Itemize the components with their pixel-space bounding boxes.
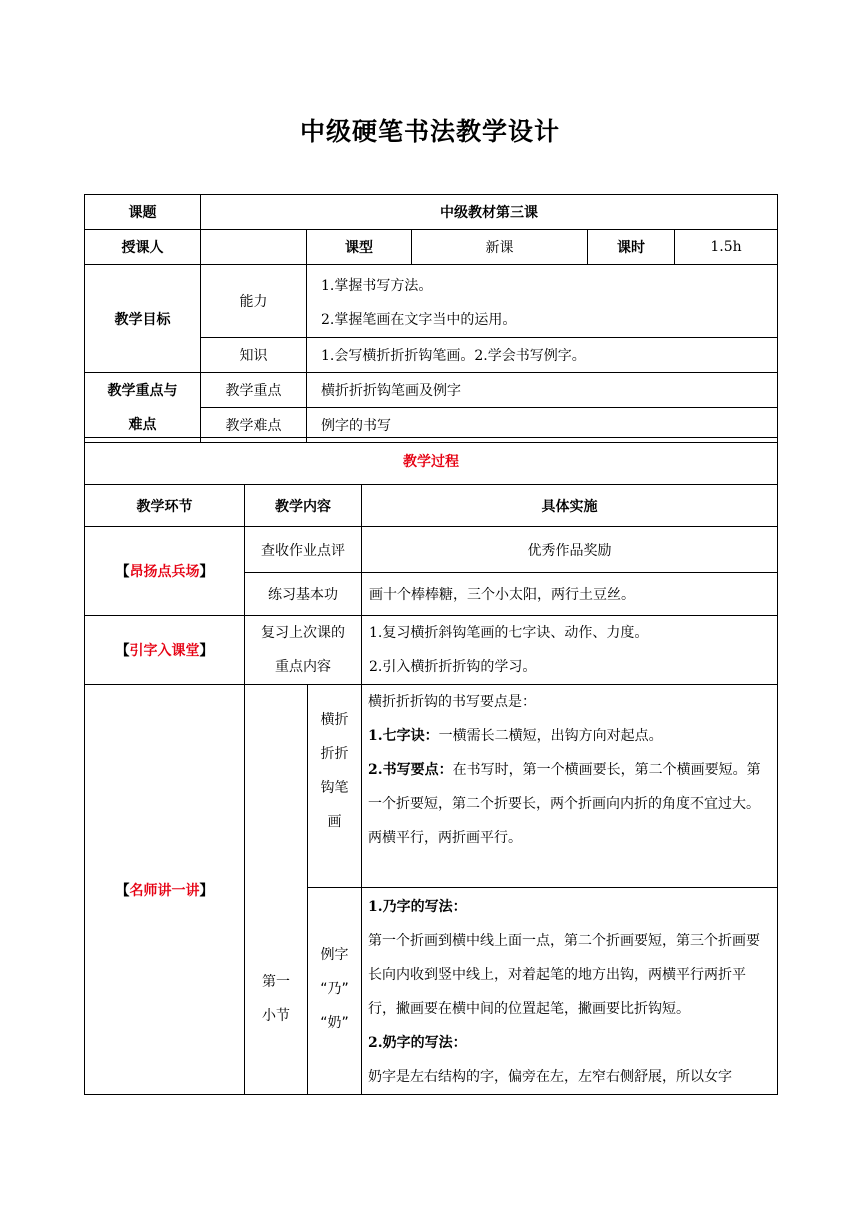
stroke-point-2-text: 在书写时，第一个横画要长，第二个横画要短。第一个折要短，第二个折要长，两个折画向内折的角度不宜过大。两横平行，两折画平行。 [368,762,761,846]
page-title: 中级硬笔书法教学设计 [299,117,560,146]
example-2-text: 奶字是左右结构的字，偏旁在左，左窄右侧舒展，所以女字 [368,1069,732,1085]
sec2-impl-line-1: 1.复习横折斜钩笔画的七字诀、动作、力度。 [369,625,649,641]
sec2-impl-line-2: 2.引入横折折折钩的学习。 [369,659,537,675]
info-table [84,194,778,443]
type-label: 课型 [307,230,412,265]
teacher-value [201,230,307,265]
stroke-label-3: 钩笔 [320,780,349,796]
hours-label: 课时 [588,230,675,265]
subsection-label-1: 第一 [262,974,290,990]
example-1-text: 第一个折画到横中线上面一点，第二个折画要短，第三个折画要长向内收到竖中线上，对着起笔的地方出钩，两横平行两折平行，撇画要在横中间的位置起笔，撇画要比折钩短。 [368,933,760,1017]
key-label: 教学重点 [201,373,307,408]
stroke-point-2-label: 2.书写要点： [368,762,453,778]
stroke-label-2: 折折 [320,746,349,762]
section-2-name: 【引字入课堂】 [85,616,245,685]
sec1-row1-content: 查收作业点评 [245,527,362,573]
section-2-title: 引字入课堂 [129,643,200,659]
example-1-heading: 1.乃字的写法： [368,899,467,915]
stroke-point-1-text: 一横需长二横短，出钩方向对起点。 [438,728,663,744]
ability-item-1: 1.掌握书写方法。 [321,278,433,294]
process-heading: 教学过程 [85,438,778,485]
knowledge-text: 1.会写横折折折钩笔画。2.学会书写例字。 [307,338,778,373]
section-3-name: 【名师讲一讲】 [85,685,245,1095]
example-label-2: “乃” [320,981,349,997]
col-header-content: 教学内容 [245,485,362,527]
subsection-label-2: 小节 [262,1008,290,1024]
sec2-content-line-2: 重点内容 [275,659,331,675]
col-header-stage: 教学环节 [85,485,245,527]
section-1-title: 昂扬点兵场 [129,564,200,580]
sec1-row2-impl: 画十个棒棒糖，三个小太阳，两行土豆丝。 [362,573,778,616]
lecture-table [84,684,778,1095]
ability-item-2: 2.掌握笔画在文字当中的运用。 [321,312,517,328]
stroke-label-1: 横折 [320,712,349,728]
goals-label: 教学目标 [85,265,201,373]
stroke-label-4: 画 [327,814,342,830]
section-3-title: 名师讲一讲 [129,882,200,899]
sec1-row1-impl: 优秀作品奖励 [362,527,778,573]
diff-text: 例字的书写 [307,408,778,443]
knowledge-label: 知识 [201,338,307,373]
ability-label: 能力 [201,265,307,338]
topic-label: 课题 [85,195,201,230]
process-table [84,437,778,685]
section-1-name: 【昂扬点兵场】 [85,527,245,616]
focus-label-line-1: 教学重点与 [107,382,178,399]
sec2-content-line-1: 复习上次课的 [261,625,345,641]
stroke-intro: 横折折折钩的书写要点是： [368,694,536,710]
example-2-heading: 2.奶字的写法： [368,1035,467,1051]
type-value: 新课 [412,230,588,265]
key-text: 横折折折钩笔画及例字 [307,373,778,408]
hours-value: 1.5h [675,230,778,265]
stroke-point-1-label: 1.七字诀： [368,728,439,744]
teacher-label: 授课人 [85,230,201,265]
col-header-implementation: 具体实施 [362,485,778,527]
example-label-3: “奶” [320,1015,349,1031]
example-label-1: 例字 [320,947,349,963]
sec1-row2-content: 练习基本功 [245,573,362,616]
diff-label: 教学难点 [201,408,307,443]
topic-value: 中级教材第三课 [201,195,778,230]
focus-label-line-2: 难点 [128,416,157,433]
